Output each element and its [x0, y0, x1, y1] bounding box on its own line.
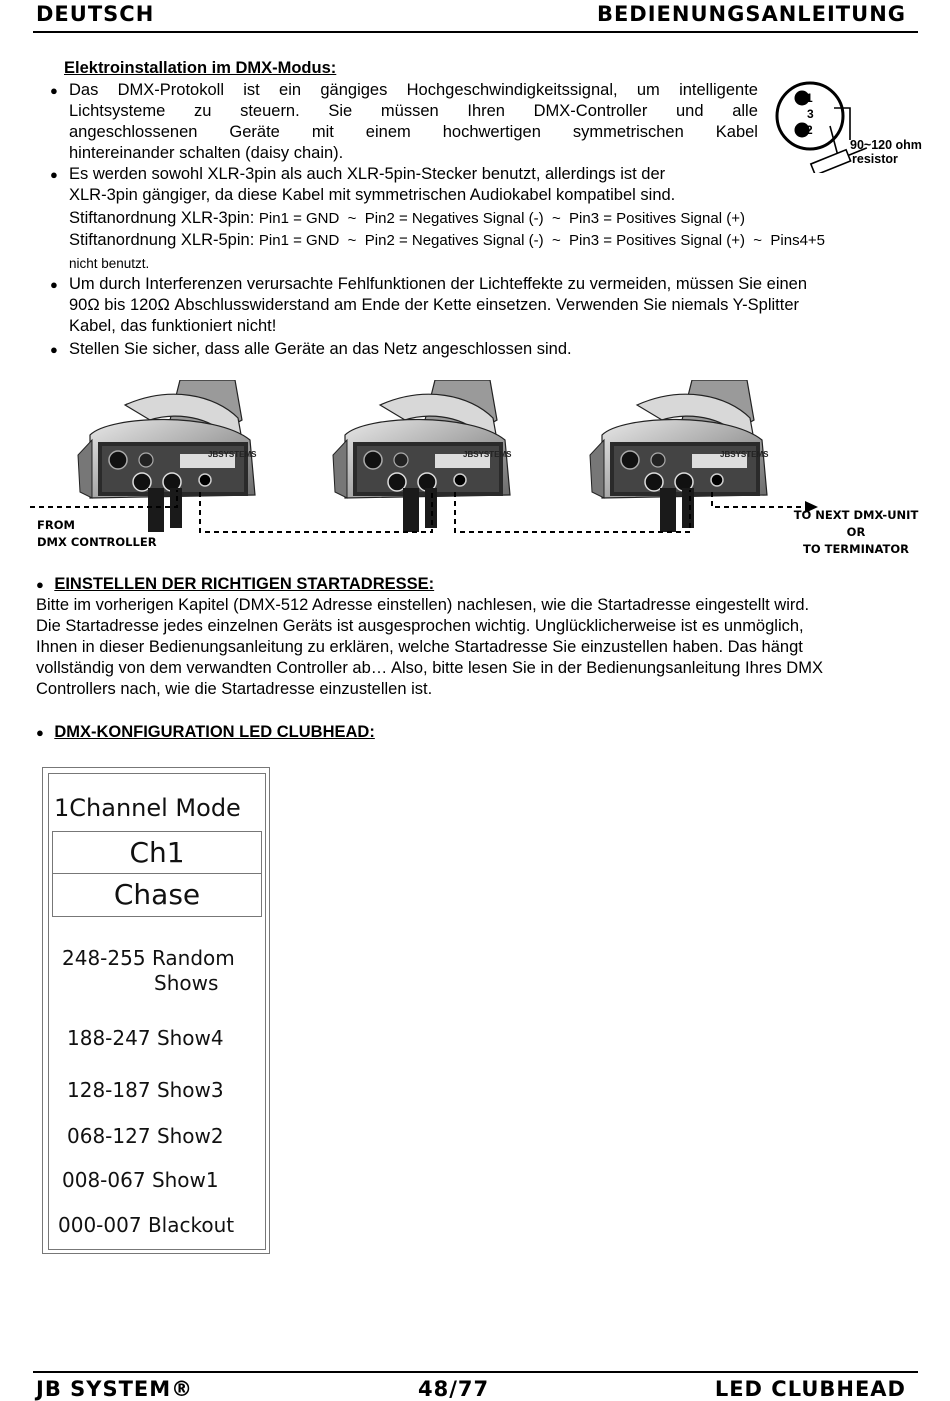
to-label-3: TO TERMINATOR: [802, 542, 910, 556]
word: DMX-Controller: [533, 102, 648, 120]
section-startaddress-title: EINSTELLEN DER RICHTIGEN STARTADRESSE:: [54, 575, 435, 593]
word: um: [636, 81, 660, 99]
header-right: BEDIENUNGSANLEITUNG: [596, 2, 906, 26]
pin5-label: Stiftanordnung XLR-5pin:: [69, 231, 255, 249]
dmx-channel-table: [42, 767, 270, 1254]
word: gängiges: [320, 81, 388, 99]
footer-rule: [33, 1371, 918, 1373]
startaddress-line-2: Die Startadresse jedes einzelnen Geräts ist ausgesprochen wichtig. Unglücklicherweise ist es unmöglich,: [36, 617, 804, 635]
pin5-text: Pin1 = GND ~ Pin2 = Negatives Signal (-) ~ Pin3 = Positives Signal (+) ~ Pins4+5: [258, 232, 826, 249]
footer-page-number: 48/77: [418, 1377, 490, 1401]
dmx-protocol-line: [69, 101, 758, 122]
dmx-row-label: Show4: [156, 1026, 224, 1050]
word: hochwertigen: [442, 123, 541, 141]
channel-box: [52, 831, 262, 917]
word: Hochgeschwindigkeitssignal,: [406, 81, 618, 99]
brand-label-3: JBSYSTEMS: [720, 450, 769, 459]
footer-left: JB SYSTEM®: [36, 1377, 194, 1401]
section-startaddress-heading: [36, 574, 434, 595]
word: mit: [311, 123, 334, 141]
word: Ihren: [467, 102, 505, 120]
bullet-icon: ●: [50, 83, 58, 98]
xlr-line-2: XLR-3pin gängiger, da diese Kabel mit symmetrischen Audiokabel kompatibel sind.: [69, 186, 676, 204]
startaddress-line-1: Bitte im vorherigen Kapitel (DMX-512 Adresse einstellen) nachlesen, wie die Startadresse eingestellt wird.: [36, 596, 810, 614]
bullet-terminator: [50, 274, 914, 337]
dmx-row-label: Show1: [151, 1168, 219, 1192]
word: Lichtsysteme: [69, 102, 166, 120]
bullet-power: [50, 339, 914, 360]
terminator-line-1: Um durch Interferenzen verursachte Fehlfunktionen der Lichteffekte zu vermeiden, müssen Sie einen: [69, 275, 808, 293]
pin5-continuation: nicht benutzt.: [69, 256, 150, 271]
dmx-row-label-continued: Shows: [154, 971, 219, 995]
dmx-row-range: 000-007: [58, 1213, 142, 1237]
mode-label: 1Channel Mode: [54, 794, 241, 822]
word: ein: [279, 81, 302, 99]
daisy-chain-figure: [30, 380, 920, 560]
pin3-label: Stiftanordnung XLR-3pin:: [69, 209, 255, 227]
word: intelligente: [679, 81, 758, 99]
terminator-line-3: Kabel, das funktioniert nicht!: [69, 317, 277, 335]
terminator-line-2: 90Ω bis 120Ω Abschlusswiderstand am Ende der Kette einsetzen. Verwenden Sie niemals Y-Splitter: [69, 296, 800, 314]
bullet-dmx-protocol-text: [69, 80, 758, 164]
dmx-row-blackout: [58, 1213, 234, 1237]
startaddress-line-4: vollständig von dem verwandten Controller ab… Also, bitte lesen Sie in der Bedienungsanleitung Ihres DMX: [36, 659, 823, 677]
dmx-protocol-line: hintereinander schalten (daisy chain).: [69, 144, 344, 162]
word: und: [676, 102, 704, 120]
dmx-row-range: 128-187: [67, 1078, 151, 1102]
xlr-connector-diagram: [772, 78, 942, 173]
word: DMX-Protokoll: [117, 81, 224, 99]
dmx-row-label: Blackout: [147, 1213, 235, 1237]
word: symmetrischen: [572, 123, 684, 141]
pin3-label: 3: [807, 107, 814, 121]
bullet-icon: ●: [50, 167, 58, 182]
brand-label-1: JBSYSTEMS: [208, 450, 257, 459]
dmx-row-show2: [67, 1124, 224, 1148]
bullet-dmx-protocol: [50, 80, 758, 164]
power-text: Stellen Sie sicher, dass alle Geräte an das Netz angeschlossen sind.: [69, 340, 572, 358]
bullet-xlr-connectors: [50, 164, 758, 206]
dmx-row-label: Show3: [156, 1078, 224, 1102]
bullet-icon: ●: [36, 577, 44, 592]
section-dmx-config-heading: [36, 722, 375, 743]
startaddress-paragraph: [36, 595, 914, 700]
dmx-row-label: Random: [151, 946, 235, 970]
dmx-channel-table-inner: [48, 773, 266, 1250]
word: ist: [243, 81, 260, 99]
word: steuern.: [240, 102, 300, 120]
dmx-row-show3: [67, 1078, 224, 1102]
brand-label-2: JBSYSTEMS: [463, 450, 512, 459]
startaddress-line-5: Controllers nach, wie die Startadresse einzustellen ist.: [36, 680, 433, 698]
dmx-row-label: Show2: [156, 1124, 224, 1148]
pin-assignment-3pin: [69, 208, 745, 229]
dmx-row-range: 008-067: [62, 1168, 146, 1192]
word: müssen: [380, 102, 439, 120]
channel-divider: [53, 873, 261, 874]
word: Kabel: [715, 123, 758, 141]
word: Geräte: [229, 123, 280, 141]
bullet-icon: ●: [50, 277, 58, 292]
dmx-row-show4: [67, 1026, 224, 1050]
bullet-icon: ●: [50, 342, 58, 357]
header-left: DEUTSCH: [36, 2, 155, 26]
to-label-1: TO NEXT DMX-UNIT: [793, 508, 919, 522]
startaddress-line-3: Ihnen in dieser Bedienungsanleitung zu erklären, welche Startadresse Sie einzustellen haben. Das hängt: [36, 638, 803, 656]
dmx-row-range: 188-247: [67, 1026, 151, 1050]
word: Das: [69, 81, 99, 99]
word: angeschlossenen: [69, 123, 198, 141]
pin2-label: 2: [806, 123, 813, 137]
word: Sie: [328, 102, 353, 120]
resistor-value: 90~120 ohm: [850, 138, 922, 152]
header-rule: [33, 31, 918, 33]
to-label-2: OR: [846, 525, 866, 539]
xlr-line-1: Es werden sowohl XLR-3pin als auch XLR-5pin-Stecker benutzt, allerdings ist der: [69, 165, 666, 183]
pin3-text: Pin1 = GND ~ Pin2 = Negatives Signal (-) ~ Pin3 = Positives Signal (+): [258, 210, 745, 227]
from-label-1: FROM: [37, 518, 75, 532]
from-label-2: DMX CONTROLLER: [37, 535, 157, 549]
function-label: Chase: [113, 878, 201, 911]
dmx-row-range: 068-127: [67, 1124, 151, 1148]
word: zu: [193, 102, 212, 120]
dmx-protocol-line: [69, 80, 758, 101]
dmx-protocol-line: [69, 122, 758, 143]
pin-assignment-5pin: [69, 230, 825, 251]
resistor-label: resistor: [852, 152, 898, 166]
word: alle: [732, 102, 758, 120]
dmx-row-random: [62, 946, 235, 970]
word: einem: [365, 123, 411, 141]
bullet-icon: ●: [36, 725, 44, 740]
section-title-electrical: Elektroinstallation im DMX-Modus:: [64, 59, 337, 77]
dmx-row-range: 248-255: [62, 946, 146, 970]
section-dmx-config-title: DMX-KONFIGURATION LED CLUBHEAD:: [54, 723, 375, 741]
dmx-row-show1: [62, 1168, 219, 1192]
footer-right: LED CLUBHEAD: [714, 1377, 906, 1401]
channel-label: Ch1: [129, 836, 185, 869]
pin1-label: 1: [806, 91, 813, 105]
